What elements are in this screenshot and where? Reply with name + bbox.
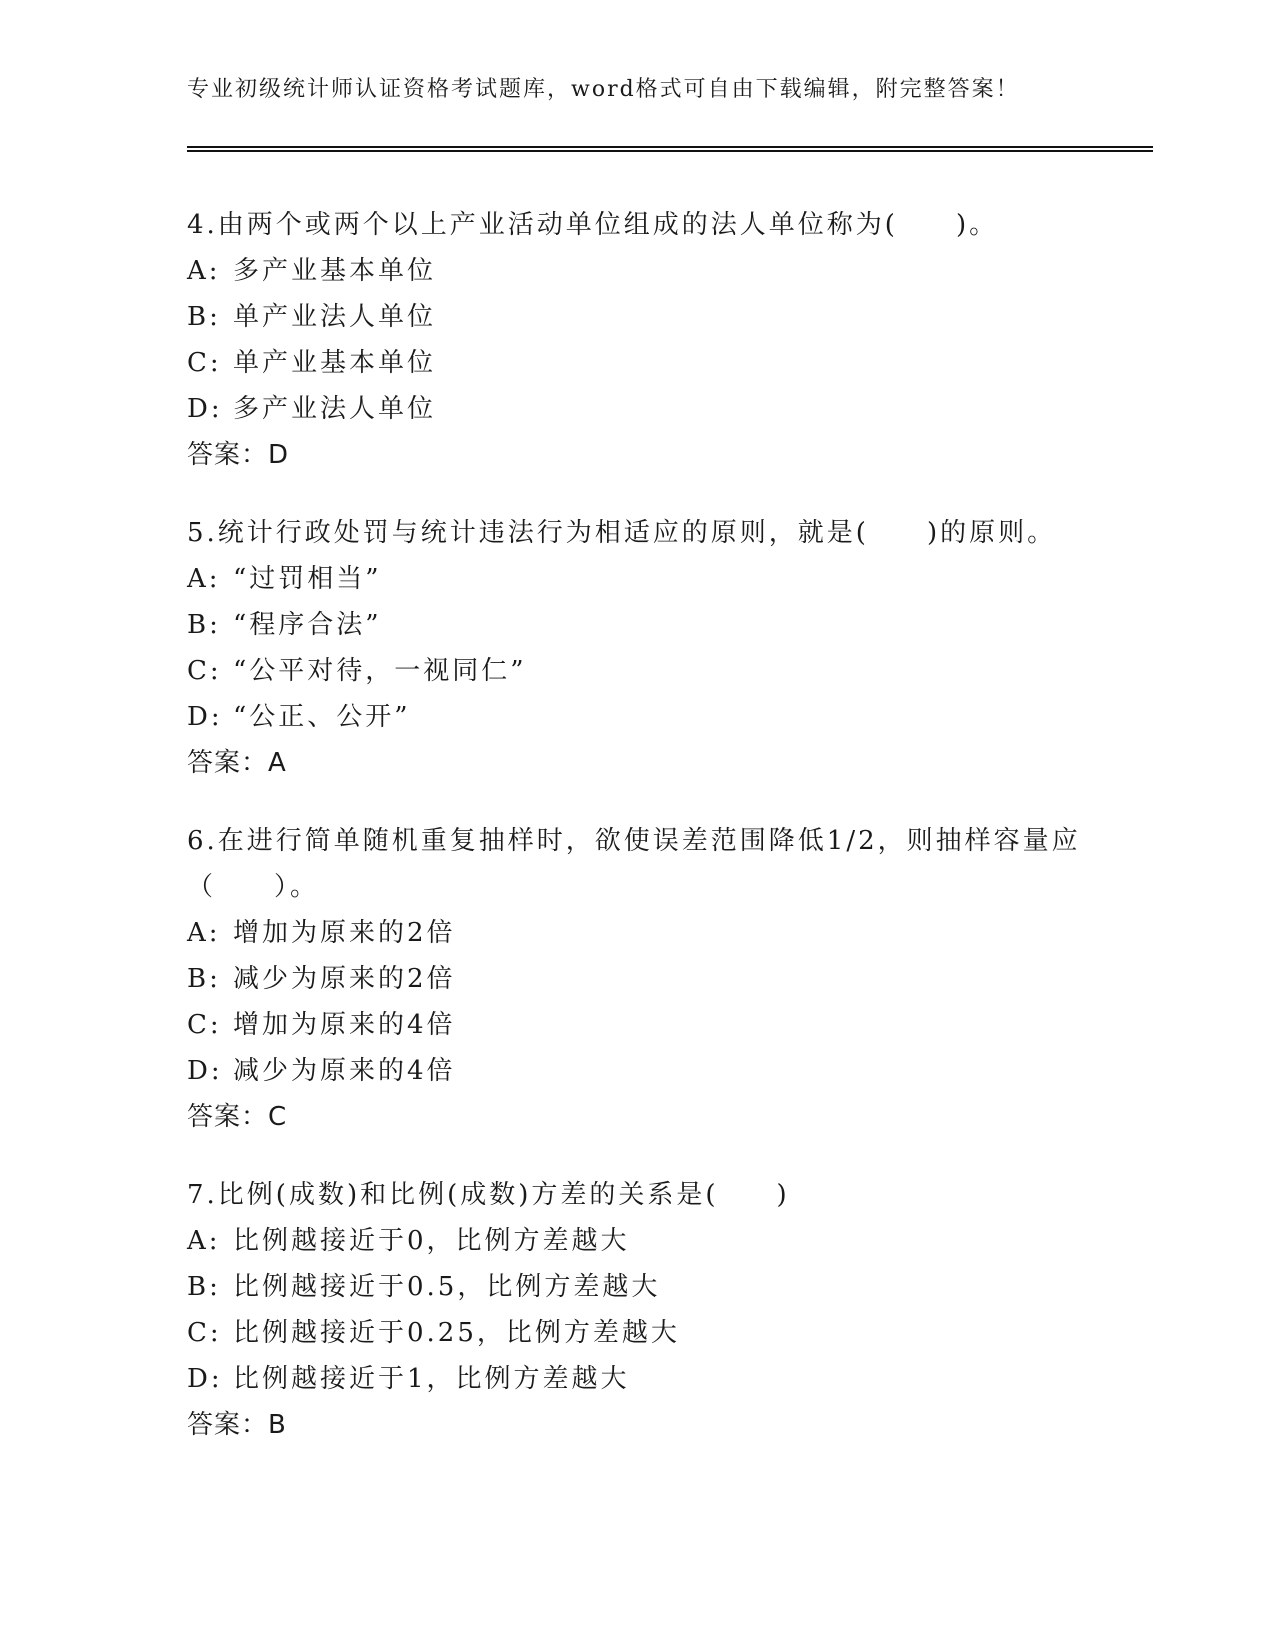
- option-key: C:: [187, 656, 222, 686]
- answer: 答案：A: [187, 748, 287, 778]
- option-text: 单产业基本单位: [233, 348, 437, 378]
- option-b: [187, 294, 1117, 340]
- answer: 答案：B: [187, 1410, 287, 1440]
- option-b: [187, 602, 1117, 648]
- question-list: [187, 202, 1117, 1480]
- question-stem: 4.由两个或两个以上产业活动单位组成的法人单位称为( )。: [187, 210, 999, 240]
- option-text: 减少为原来的2倍: [233, 964, 456, 994]
- question-stem: 6.在进行简单随机重复抽样时，欲使误差范围降低1/2，则抽样容量应（ ）。: [187, 826, 1081, 902]
- option-text: “公平对待，一视同仁”: [233, 656, 527, 686]
- option-key: C:: [187, 348, 222, 378]
- option-key: B:: [187, 964, 221, 994]
- option-key: B:: [187, 302, 221, 332]
- option-key: D:: [187, 1364, 223, 1394]
- option-d: [187, 1356, 1117, 1402]
- option-key: A:: [187, 1226, 221, 1256]
- question-7: [187, 1172, 1117, 1448]
- option-text: 比例越接近于0.5，比例方差越大: [233, 1272, 661, 1302]
- option-key: D:: [187, 394, 223, 424]
- header-divider: [187, 146, 1153, 152]
- option-b: [187, 956, 1117, 1002]
- option-d: [187, 386, 1117, 432]
- option-key: D:: [187, 702, 223, 732]
- option-a: [187, 248, 1117, 294]
- option-key: B:: [187, 1272, 221, 1302]
- option-c: [187, 1310, 1117, 1356]
- option-key: A:: [187, 564, 221, 594]
- option-text: 单产业法人单位: [233, 302, 437, 332]
- option-key: A:: [187, 256, 221, 286]
- question-5: [187, 510, 1117, 786]
- option-c: [187, 648, 1117, 694]
- option-text: 减少为原来的4倍: [233, 1056, 456, 1086]
- question-stem: 5.统计行政处罚与统计违法行为相适应的原则，就是( )的原则。: [187, 518, 1057, 548]
- page-header: 专业初级统计师认证资格考试题库，word格式可自由下载编辑，附完整答案！: [187, 77, 1020, 102]
- answer: 答案：D: [187, 440, 290, 470]
- question-stem: 7.比例(成数)和比例(成数)方差的关系是( ): [187, 1180, 790, 1210]
- option-d: [187, 694, 1117, 740]
- option-c: [187, 340, 1117, 386]
- answer: 答案：C: [187, 1102, 288, 1132]
- option-key: B:: [187, 610, 221, 640]
- option-key: A:: [187, 918, 221, 948]
- option-text: “公正、公开”: [233, 702, 411, 732]
- option-text: 比例越接近于0，比例方差越大: [233, 1226, 630, 1256]
- question-4: [187, 202, 1117, 478]
- option-a: [187, 1218, 1117, 1264]
- option-a: [187, 556, 1117, 602]
- option-d: [187, 1048, 1117, 1094]
- option-c: [187, 1002, 1117, 1048]
- option-key: C:: [187, 1010, 222, 1040]
- option-text: 增加为原来的4倍: [233, 1010, 456, 1040]
- option-b: [187, 1264, 1117, 1310]
- option-text: “过罚相当”: [233, 564, 382, 594]
- option-a: [187, 910, 1117, 956]
- option-text: 多产业基本单位: [233, 256, 437, 286]
- option-key: D:: [187, 1056, 223, 1086]
- option-text: 比例越接近于0.25，比例方差越大: [233, 1318, 680, 1348]
- option-text: 多产业法人单位: [233, 394, 437, 424]
- option-key: C:: [187, 1318, 222, 1348]
- option-text: 比例越接近于1，比例方差越大: [233, 1364, 630, 1394]
- question-6: [187, 818, 1117, 1140]
- option-text: “程序合法”: [233, 610, 382, 640]
- option-text: 增加为原来的2倍: [233, 918, 456, 948]
